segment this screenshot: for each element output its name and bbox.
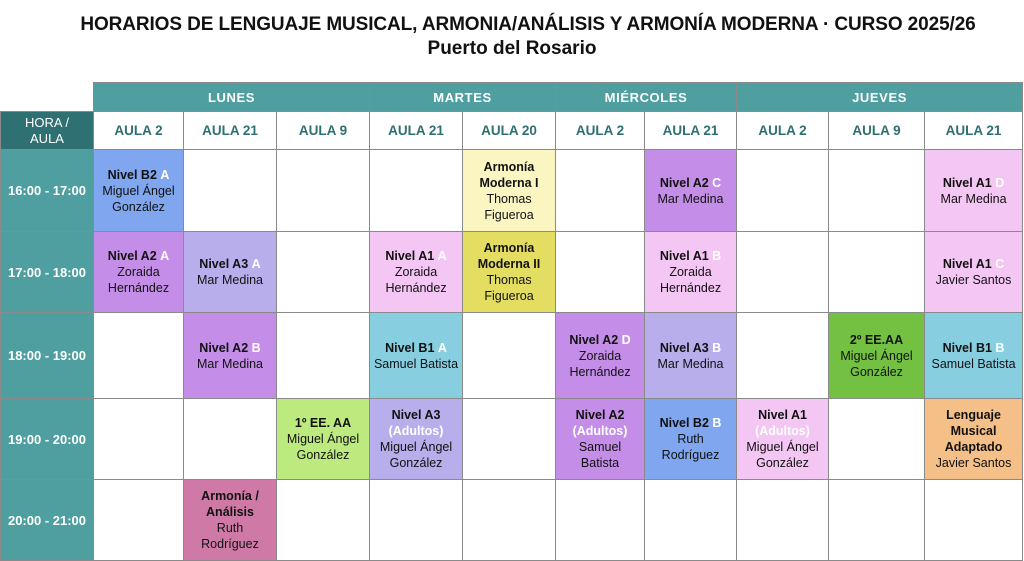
aula-header: AULA 2 <box>556 112 645 150</box>
title-line-2: Puerto del Rosario <box>427 38 597 59</box>
class-cell <box>645 150 737 232</box>
class-cell <box>645 313 737 399</box>
day-header-martes: MARTES <box>370 83 556 112</box>
class-title: Análisis <box>206 505 254 519</box>
aula-header: AULA 9 <box>277 112 370 150</box>
class-title: Armonía / <box>201 489 259 503</box>
class-group: A <box>251 257 261 271</box>
class-level: Nivel A2 <box>659 175 709 190</box>
teacher-name: Figueroa <box>484 289 534 303</box>
class-adult-tag: (Adultos) <box>572 424 628 438</box>
class-title: Moderna I <box>479 175 539 190</box>
teacher-name: Figueroa <box>484 207 534 222</box>
time-slot: 19:00 - 20:00 <box>1 399 94 480</box>
time-slot: 17:00 - 18:00 <box>1 232 94 313</box>
empty-cell <box>277 232 370 313</box>
time-slot: 16:00 - 17:00 <box>1 150 94 232</box>
class-cell <box>737 399 829 480</box>
class-cell <box>645 232 737 313</box>
empty-cell <box>463 480 556 561</box>
empty-cell <box>737 313 829 399</box>
empty-cell <box>925 480 1023 561</box>
class-title: Adaptado <box>944 440 1003 454</box>
class-group: D <box>995 175 1005 190</box>
teacher-name: Samuel Batista <box>931 356 1016 371</box>
class-level: Nivel A2 <box>199 340 249 355</box>
aula-header: AULA 20 <box>463 112 556 150</box>
class-group: A <box>160 249 170 263</box>
class-level: Nivel A1 <box>385 249 435 263</box>
aula-header: AULA 2 <box>94 112 184 150</box>
empty-cell <box>277 480 370 561</box>
teacher-name: Thomas <box>486 273 532 287</box>
class-level: Nivel A1 <box>942 175 992 190</box>
class-cell <box>370 232 463 313</box>
class-group: D <box>621 332 631 347</box>
empty-cell <box>829 480 925 561</box>
class-cell <box>94 232 184 313</box>
class-cell <box>925 399 1023 480</box>
hora-label: HORA / <box>24 114 70 130</box>
teacher-name: González <box>850 364 903 379</box>
teacher-name: Mar Medina <box>657 356 724 371</box>
teacher-name: Mar Medina <box>657 191 724 206</box>
class-group: A <box>437 340 447 355</box>
class-level: Nivel A2 <box>107 249 157 263</box>
teacher-name: Rodríguez <box>661 448 720 462</box>
empty-cell <box>829 232 925 313</box>
class-level: Nivel B2 <box>659 416 709 430</box>
teacher-name: Hernández <box>659 281 722 295</box>
teacher-name: Samuel <box>578 440 622 454</box>
class-title: Armonía <box>483 159 535 174</box>
class-group: B <box>712 340 722 355</box>
aula-header: AULA 21 <box>370 112 463 150</box>
aula-header: AULA 21 <box>645 112 737 150</box>
teacher-name: Mar Medina <box>197 356 263 371</box>
class-group: B <box>995 340 1005 355</box>
class-cell <box>277 399 370 480</box>
teacher-name: Hernández <box>107 281 170 295</box>
empty-cell <box>737 480 829 561</box>
empty-cell <box>463 399 556 480</box>
empty-cell <box>184 399 277 480</box>
teacher-name: Hernández <box>385 281 447 295</box>
teacher-name: Ruth <box>216 521 244 535</box>
page-title <box>0 14 1024 60</box>
class-group: A <box>437 249 447 263</box>
empty-cell <box>645 480 737 561</box>
class-title: Lenguaje <box>946 408 1001 422</box>
class-adult-tag: (Adultos) <box>755 424 810 438</box>
class-level: Nivel A3 <box>659 340 709 355</box>
aula-header: AULA 21 <box>184 112 277 150</box>
empty-cell <box>737 232 829 313</box>
teacher-name: Miguel Ángel <box>840 348 913 363</box>
teacher-name: Zoraida <box>394 265 438 279</box>
class-cell <box>370 399 463 480</box>
empty-cell <box>94 480 184 561</box>
teacher-name: Batista <box>580 456 620 470</box>
class-cell <box>184 480 277 561</box>
class-cell <box>925 232 1023 313</box>
class-title: 1º EE. AA <box>294 416 352 430</box>
empty-cell <box>463 313 556 399</box>
teacher-name: Zoraida <box>578 348 622 363</box>
teacher-name: Zoraida <box>669 265 712 279</box>
class-level: Nivel B1 <box>942 340 992 355</box>
teacher-name: González <box>756 456 809 470</box>
teacher-name: Rodríguez <box>201 537 259 551</box>
class-title: Musical <box>950 424 997 438</box>
teacher-name: González <box>389 456 443 470</box>
hora-aula-header <box>1 112 94 150</box>
class-cell <box>556 313 645 399</box>
day-header-lunes: LUNES <box>94 83 370 112</box>
title-line-1: HORARIOS DE LENGUAJE MUSICAL, ARMONIA/ANÁLISIS Y ARMONÍA MODERNA · CURSO 2025/26 <box>80 14 976 35</box>
teacher-name: Mar Medina <box>197 273 263 287</box>
class-level: Nivel A1 <box>758 408 807 422</box>
class-level: Nivel A3 <box>199 257 249 271</box>
class-group: B <box>712 416 722 430</box>
teacher-name: Miguel Ángel <box>102 183 175 198</box>
aula-header: AULA 21 <box>925 112 1023 150</box>
class-cell <box>184 232 277 313</box>
teacher-name: Ruth <box>677 432 704 446</box>
class-cell <box>829 313 925 399</box>
teacher-name: Mar Medina <box>940 191 1007 206</box>
day-header-miercoles: MIÉRCOLES <box>556 83 737 112</box>
time-slot: 18:00 - 19:00 <box>1 313 94 399</box>
aula-header: AULA 9 <box>829 112 925 150</box>
class-group: A <box>160 167 170 182</box>
empty-cell <box>94 399 184 480</box>
class-cell <box>925 313 1023 399</box>
teacher-name: Miguel Ángel <box>746 440 819 454</box>
class-group: B <box>712 249 722 263</box>
empty-cell <box>556 480 645 561</box>
teacher-name: Hernández <box>569 364 631 379</box>
class-level: Nivel A3 <box>391 408 441 422</box>
class-cell <box>184 313 277 399</box>
empty-cell <box>829 150 925 232</box>
class-cell <box>556 399 645 480</box>
empty-cell <box>737 150 829 232</box>
class-cell <box>645 399 737 480</box>
aula-label: AULA <box>30 130 64 146</box>
class-group: C <box>712 175 722 190</box>
class-cell <box>463 150 556 232</box>
class-title: 2º EE.AA <box>849 332 904 347</box>
corner-blank <box>1 83 94 112</box>
class-level: Nivel A1 <box>942 257 992 271</box>
empty-cell <box>829 399 925 480</box>
time-slot: 20:00 - 21:00 <box>1 480 94 561</box>
class-level: Nivel B1 <box>385 340 435 355</box>
empty-cell <box>370 480 463 561</box>
class-group: B <box>251 340 261 355</box>
class-title: Armonía <box>483 241 535 255</box>
schedule-table <box>0 82 1023 561</box>
teacher-name: González <box>296 448 350 462</box>
class-title: Moderna II <box>477 257 541 271</box>
empty-cell <box>184 150 277 232</box>
teacher-name: Miguel Ángel <box>286 432 360 446</box>
teacher-name: Javier Santos <box>935 456 1012 470</box>
teacher-name: Javier Santos <box>935 273 1012 287</box>
empty-cell <box>556 232 645 313</box>
empty-cell <box>556 150 645 232</box>
class-level: Nivel B2 <box>107 167 157 182</box>
class-group: C <box>995 257 1005 271</box>
teacher-name: Zoraida <box>117 265 160 279</box>
class-adult-tag: (Adultos) <box>388 424 444 438</box>
class-cell <box>463 232 556 313</box>
day-header-jueves: JUEVES <box>737 83 1023 112</box>
empty-cell <box>370 150 463 232</box>
class-level: Nivel A2 <box>569 332 619 347</box>
teacher-name: Miguel Ángel <box>379 440 453 454</box>
class-cell <box>925 150 1023 232</box>
teacher-name: Samuel Batista <box>373 356 459 371</box>
class-level: Nivel A1 <box>659 249 709 263</box>
class-cell <box>94 150 184 232</box>
empty-cell <box>277 313 370 399</box>
class-level: Nivel A2 <box>575 408 625 422</box>
aula-header: AULA 2 <box>737 112 829 150</box>
teacher-name: Thomas <box>486 191 532 206</box>
empty-cell <box>94 313 184 399</box>
class-cell <box>370 313 463 399</box>
empty-cell <box>277 150 370 232</box>
teacher-name: González <box>112 199 165 214</box>
